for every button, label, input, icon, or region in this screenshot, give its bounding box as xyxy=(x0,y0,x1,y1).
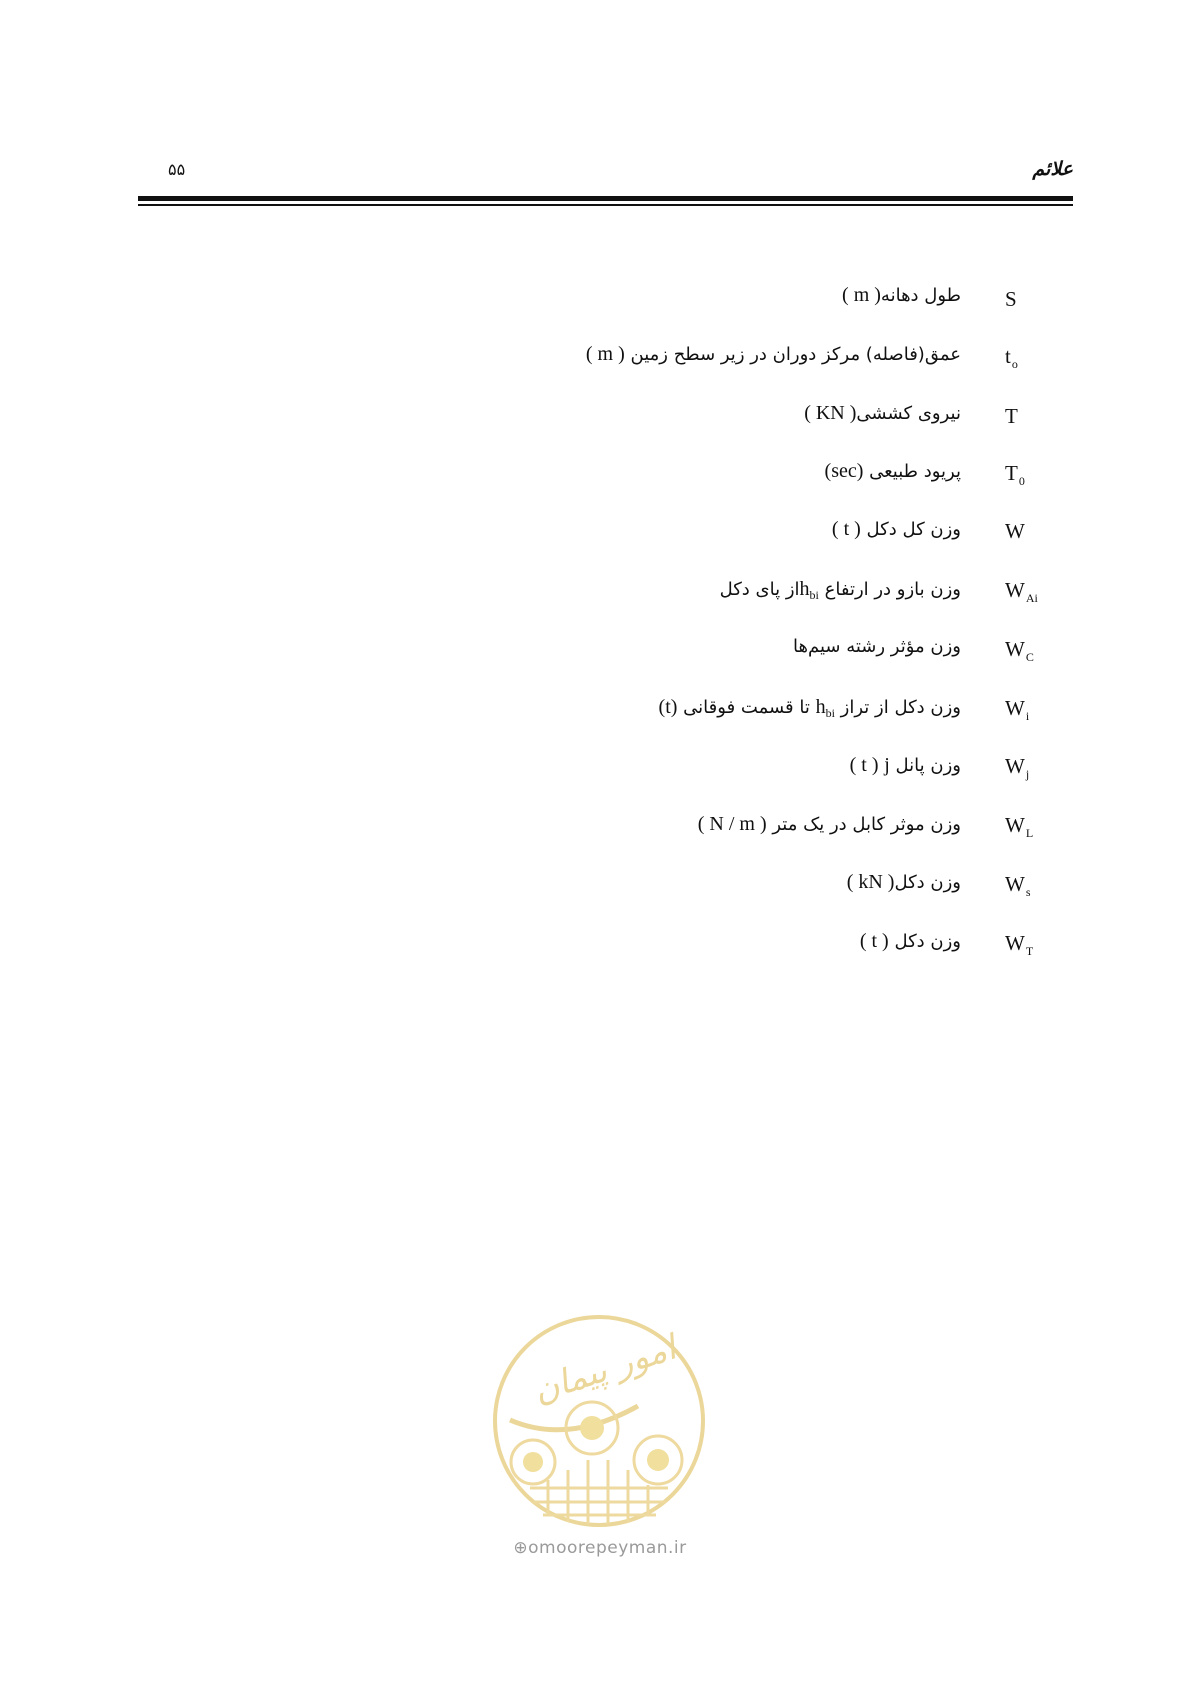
symbol-W-T: $W_T$ xyxy=(1005,931,1034,958)
definition-W-L: وزن موثر کابل در یک متر ( N / m ) xyxy=(697,813,961,835)
symbol-W-Ai: $W_{Ai}$ xyxy=(1005,578,1038,605)
definition-T: نیروی کششی( KN ) xyxy=(804,402,961,424)
globe-icon: ⊕ xyxy=(513,1538,529,1558)
symbol-W-L: $W_L$ xyxy=(1005,813,1034,840)
definition-W-Ai: وزن بازو در ارتفاع $h_{bi}از$ پای دکل xyxy=(719,578,961,602)
symbol-W: W xyxy=(1005,519,1025,543)
definition-W-i: وزن دکل از تراز $h_{bi}$ تا قسمت فوقانی (t) xyxy=(658,696,961,720)
watermark-url: ⊕omoorepeyman.ir xyxy=(513,1538,687,1558)
symbol-W-i: $W_i$ xyxy=(1005,696,1030,723)
definition-W-j: وزن پانل j ( t ) xyxy=(849,754,961,776)
watermark-logo xyxy=(488,1310,710,1532)
definition-s: طول دهانه( m ) xyxy=(842,284,961,306)
symbol-s: S xyxy=(1005,287,1017,311)
page-number: ۵۵ xyxy=(168,160,186,179)
definition-W-s: وزن دکل( kN ) xyxy=(846,871,961,893)
symbol-t-o: $t_o$ xyxy=(1005,344,1018,371)
symbol-T0: $T_0$ xyxy=(1005,461,1025,488)
symbol-W-C: $W_C$ xyxy=(1005,637,1034,664)
definition-T0: پریود طبیعی (sec) xyxy=(824,460,961,482)
definition-W-T: وزن دکل ( t ) xyxy=(859,930,961,952)
definition-W-C: وزن مؤثر رشته سیم‌ها xyxy=(793,636,961,657)
symbol-T: T xyxy=(1005,404,1018,428)
header-title: علائم xyxy=(1032,158,1073,180)
header-rule-thick xyxy=(138,196,1073,201)
definition-t-o: عمق(فاصله) مرکز دوران در زیر سطح زمین ( m ) xyxy=(585,343,961,365)
symbol-W-s: $W_s$ xyxy=(1005,872,1031,899)
header-rule-thin xyxy=(138,204,1073,206)
watermark-logo-text: امور پیمان xyxy=(528,1327,681,1412)
definition-W: وزن کل دکل ( t ) xyxy=(831,518,961,540)
symbol-W-j: $W_j$ xyxy=(1005,754,1030,781)
